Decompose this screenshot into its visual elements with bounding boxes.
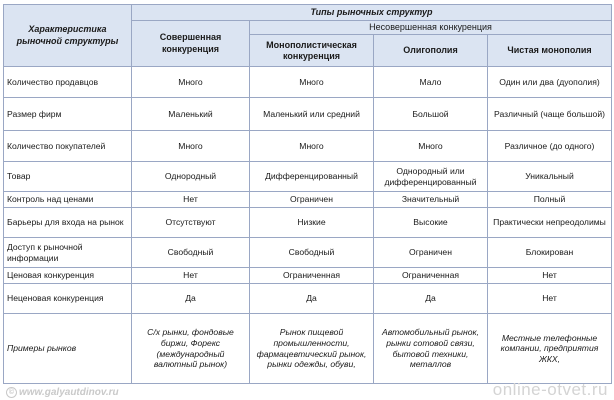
monopolistic-competition-header: Монополистическая конкуренция (250, 35, 374, 67)
table-cell: Уникальный (488, 162, 612, 192)
table-cell: Полный (488, 192, 612, 208)
watermark-left-text: www.galyautdinov.ru (19, 387, 119, 398)
table-cell: Низкие (250, 208, 374, 238)
table-cell: Свободный (132, 238, 250, 268)
characteristic-header: Характеристика рыночной структуры (4, 5, 132, 67)
table-cell: Много (250, 67, 374, 98)
row-label: Ценовая конкуренция (4, 268, 132, 284)
table-cell: Отсутствуют (132, 208, 250, 238)
table-row (4, 208, 612, 238)
table-cell: Значительный (374, 192, 488, 208)
market-structures-table (3, 4, 612, 384)
table-cell: Много (250, 131, 374, 162)
watermark-right: online-otvet.ru (492, 380, 608, 399)
perfect-competition-header: Совершенная конкуренция (132, 21, 250, 67)
row-label: Барьеры для входа на рынок (4, 208, 132, 238)
table-cell: Ограниченная (250, 268, 374, 284)
row-label: Количество продавцов (4, 67, 132, 98)
table-cell: Много (132, 131, 250, 162)
table-cell: Много (374, 131, 488, 162)
row-label: Контроль над ценами (4, 192, 132, 208)
table-cell: Нет (488, 284, 612, 314)
table-cell: Один или два (дуополия) (488, 67, 612, 98)
table-cell: Нет (132, 192, 250, 208)
table-row (4, 192, 612, 208)
table-cell: Нет (132, 268, 250, 284)
examples-cell: Рынок пищевой промышленности, фармацевтический рынок, рынки одежды, обуви, (250, 314, 374, 384)
table-row (4, 162, 612, 192)
row-label: Количество покупателей (4, 131, 132, 162)
table-cell: Много (132, 67, 250, 98)
row-label: Доступ к рыночной информации (4, 238, 132, 268)
row-label: Товар (4, 162, 132, 192)
row-label: Размер фирм (4, 98, 132, 131)
table-row (4, 131, 612, 162)
table-row (4, 98, 612, 131)
table-cell: Ограниченная (374, 268, 488, 284)
pure-monopoly-header: Чистая монополия (488, 35, 612, 67)
table-cell: Да (132, 284, 250, 314)
imperfect-competition-header: Несовершенная конкуренция (250, 21, 612, 35)
examples-row (4, 314, 612, 384)
table-cell: Практически непреодолимы (488, 208, 612, 238)
table-cell: Высокие (374, 208, 488, 238)
table-cell: Маленький (132, 98, 250, 131)
table-row (4, 238, 612, 268)
copyright-icon: © (6, 387, 17, 398)
table-cell: Свободный (250, 238, 374, 268)
table-cell: Да (374, 284, 488, 314)
table-cell: Мало (374, 67, 488, 98)
table-cell: Большой (374, 98, 488, 131)
table-cell: Ограничен (250, 192, 374, 208)
table-cell: Однородный или дифференцированный (374, 162, 488, 192)
table-cell: Различное (до одного) (488, 131, 612, 162)
table-cell: Различный (чаще большой) (488, 98, 612, 131)
oligopoly-header: Олигополия (374, 35, 488, 67)
table-cell: Однородный (132, 162, 250, 192)
table-cell: Блокирован (488, 238, 612, 268)
table-cell: Маленький или средний (250, 98, 374, 131)
table-cell: Дифференцированный (250, 162, 374, 192)
table-row (4, 67, 612, 98)
table-cell: Да (250, 284, 374, 314)
row-label: Неценовая конкуренция (4, 284, 132, 314)
examples-cell: Местные телефонные компании, предприятия ЖКХ, (488, 314, 612, 384)
examples-label: Примеры рынков (4, 314, 132, 384)
examples-cell: Автомобильный рынок, рынки сотовой связи, бытовой техники, металлов (374, 314, 488, 384)
market-types-header: Типы рыночных структур (132, 5, 612, 21)
table-row (4, 284, 612, 314)
table-cell: Нет (488, 268, 612, 284)
table-cell: Ограничен (374, 238, 488, 268)
table-row (4, 268, 612, 284)
examples-cell: С/х рынки, фондовые биржи, Форекс (международный валютный рынок) (132, 314, 250, 384)
watermark-left (6, 387, 119, 398)
